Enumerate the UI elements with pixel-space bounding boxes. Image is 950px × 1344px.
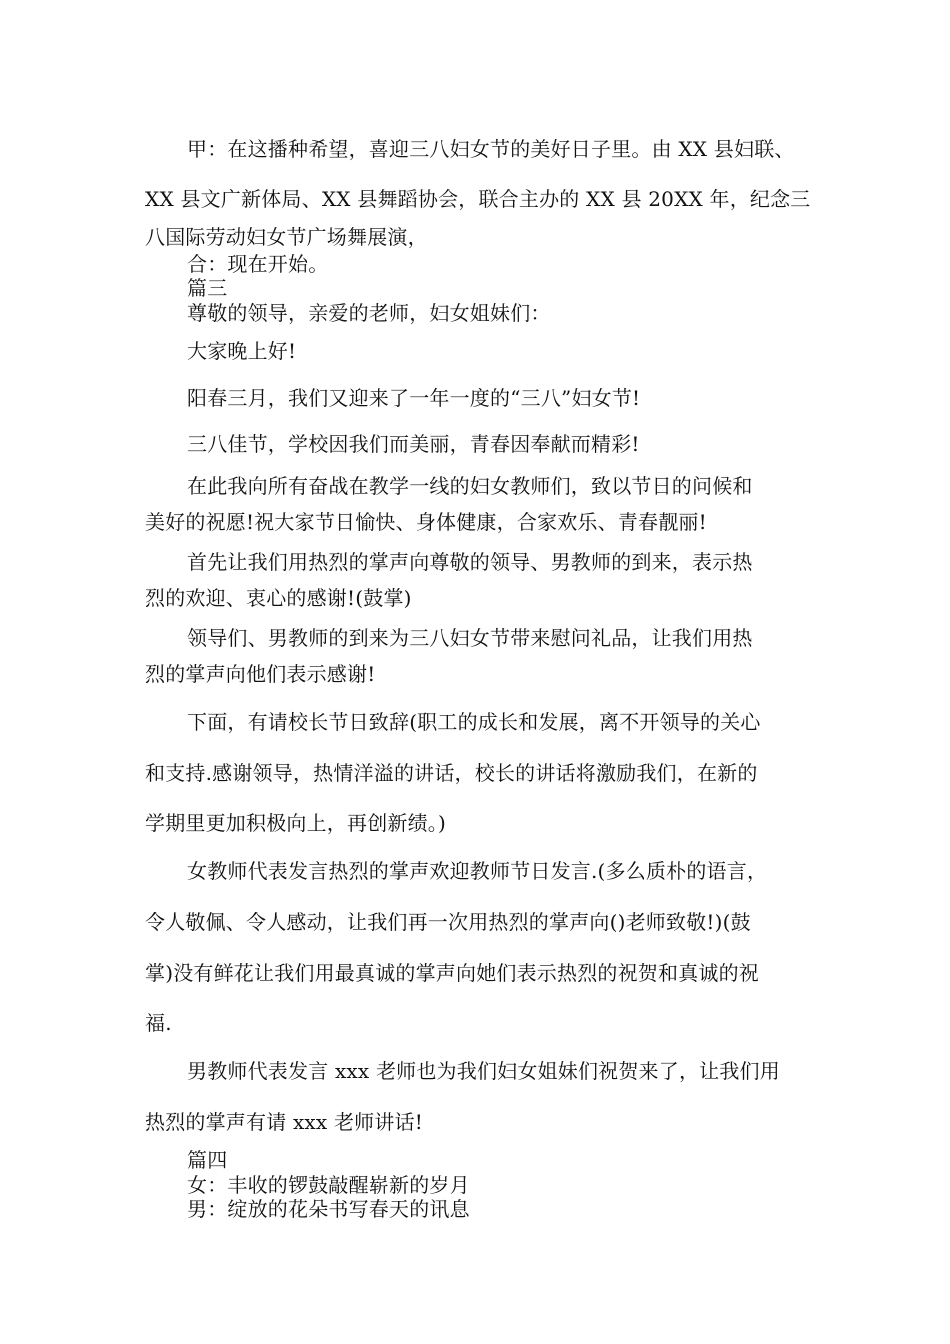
text-line: 阳春三月，我们又迎来了一年一度的“三八”妇女节! — [187, 386, 641, 410]
text-line: XX 县文广新体局、XX 县舞蹈协会，联合主办的 XX 县 20XX 年，纪念三 — [145, 187, 811, 211]
text-line: 令人敬佩、令人感动，让我们再一次用热烈的掌声向()老师致敬!)(鼓 — [145, 910, 751, 934]
text-line: 首先让我们用热烈的掌声向尊敬的领导、男教师的到来，表示热 — [187, 550, 753, 574]
text-line: 八国际劳动妇女节广场舞展演， — [145, 225, 428, 249]
text-line: 掌)没有鲜花让我们用最真诚的掌声向她们表示热烈的祝贺和真诚的祝 — [145, 961, 760, 985]
text-line: 学期里更加积极向上，再创新绩。) — [145, 811, 447, 835]
text-line: 福. — [145, 1011, 172, 1035]
text-line: 大家晚上好! — [187, 339, 297, 363]
text-line: 和支持.感谢领导，热情洋溢的讲话，校长的讲话将激励我们，在新的 — [145, 761, 758, 785]
text-line: 烈的欢迎、衷心的感谢!(鼓掌) — [145, 586, 412, 610]
text-line: 甲：在这播种希望，喜迎三八妇女节的美好日子里。由 XX 县妇联、 — [187, 137, 795, 161]
text-line: 三八佳节，学校因我们而美丽，青春因奉献而精彩! — [187, 432, 640, 456]
text-line: 美好的祝愿!祝大家节日愉快、身体健康，合家欢乐、青春靓丽! — [145, 510, 707, 534]
section-heading: 篇四 — [187, 1148, 228, 1172]
text-line: 尊敬的领导，亲爱的老师，妇女姐妹们： — [187, 301, 551, 325]
text-line: 在此我向所有奋战在教学一线的妇女教师们，致以节日的问候和 — [187, 474, 753, 498]
section-heading: 篇三 — [187, 276, 228, 300]
text-line: 热烈的掌声有请 xxx 老师讲话! — [145, 1110, 423, 1134]
text-line: 男教师代表发言 xxx 老师也为我们妇女姐妹们祝贺来了，让我们用 — [187, 1059, 780, 1083]
text-line: 领导们、男教师的到来为三八妇女节带来慰问礼品，让我们用热 — [187, 626, 753, 650]
text-line: 烈的掌声向他们表示感谢! — [145, 662, 376, 686]
text-line: 男：绽放的花朵书写春天的讯息 — [187, 1197, 470, 1221]
text-line: 女：丰收的锣鼓敲醒崭新的岁月 — [187, 1173, 470, 1197]
text-line: 下面，有请校长节日致辞(职工的成长和发展，离不开领导的关心 — [187, 710, 761, 734]
text-line: 合：现在开始。 — [187, 252, 329, 276]
text-line: 女教师代表发言热烈的掌声欢迎教师节日发言.(多么质朴的语言， — [187, 859, 768, 883]
